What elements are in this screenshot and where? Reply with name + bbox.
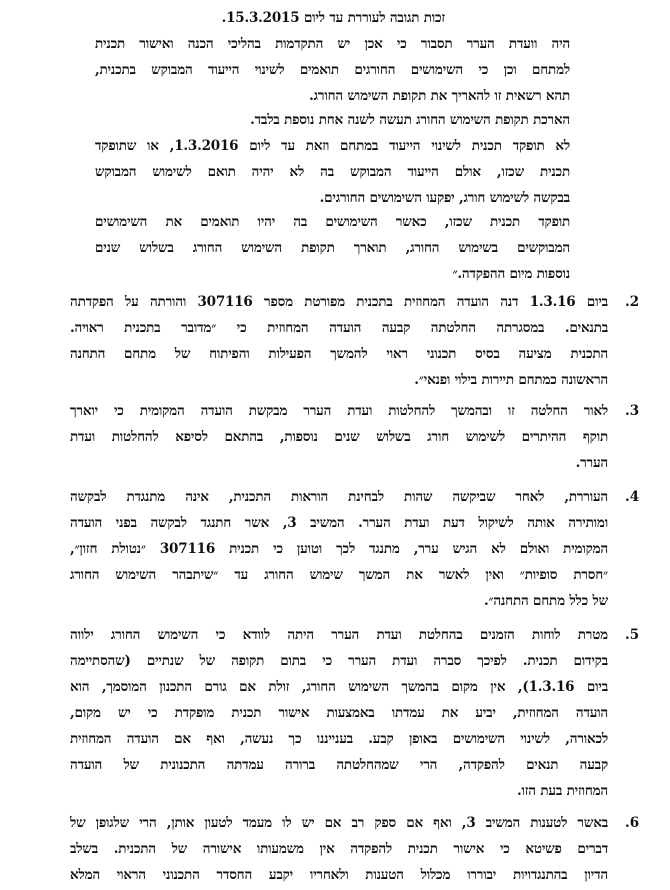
intro-line-1: זכות תגובה לעוררת עד ליום 15.3.2015. xyxy=(221,10,445,26)
intro-line-5: הארכת תקופת השימוש החורג תעשה לשנה אחת נוספת בלבד. xyxy=(250,112,570,128)
paragraph-5-line-1: מטרת לוחות הזמנים בהחלטת ועדת הערר היתה לוודא כי השימוש החורג ילווה xyxy=(70,627,608,643)
paragraph-2-line-3: התכנית מציעה בסיס תכנוני ראוי להמשך הפעילות והפיתוח של מתחם התחנה xyxy=(70,346,608,362)
paragraph-5-line-6: קבעה תנאים להפקדה, הרי שמהחלטתה ברורה עמדתה התכנונית של הועדה xyxy=(70,757,608,773)
intro-line-7: תכנית שכזו, אולם הייעוד המבוקש בה לא יהיה תואם לשימוש המבוקש xyxy=(95,164,570,180)
intro-line-11: נוספות מיום ההפקדה.״ xyxy=(452,266,570,282)
intro-line-8: בבקשה לשימוש חורג, יפקעו השימושים החורגים. xyxy=(319,190,570,206)
paragraph-2-line-4: הראשונה כמתחם תיירות בילוי ופנאי״. xyxy=(414,372,608,388)
intro-line-6: לא תופקד תכנית לשינוי הייעוד במתחם וזאת עד ליום 1.3.2016, או שתופקד xyxy=(95,138,570,154)
paragraph-3-number: .3 xyxy=(625,403,640,419)
paragraph-4-line-2: ומותירה אותה לשיקול דעת ועדת הערר. המשיב 3, אשר חתנגד לבקשה בפני הועדה xyxy=(70,515,608,531)
intro-line-9: תופקד תכנית שכזו, כאשר השימושים בה יהיו תואמים את השימושים xyxy=(95,214,570,230)
paragraph-5-line-3: ביום 1.3.16), אין מקום בהמשך השימוש החורג, זולת אם גורם התכנון המוסמך, הוא xyxy=(70,679,609,695)
intro-line-3: למתחם וכן כי השימושים החורגים תואמים לשינוי הייעוד המבוקש בתכנית, xyxy=(95,62,570,78)
paragraph-4-line-4: ״חסרת סופיות״ ואין לאשר את המשך שימוש החורג עד ״שיתבהר השימוש החורג xyxy=(70,567,608,583)
paragraph-6-number: .6 xyxy=(625,815,640,831)
paragraph-2-line-2: בתנאים. במסגרתה החלטתה קבעה הועדה המחוזית כי ״מדובר בתכנית ראויה. xyxy=(70,320,608,336)
paragraph-6-line-1: באשר לטענות המשיב 3, ואף אם ספק רב אם יש לו מעמד לטעון אותן, הרי שלגופן של xyxy=(70,815,608,831)
paragraph-5-line-7: המחוזית בעת הזו. xyxy=(516,783,608,799)
paragraph-3-line-2: תוקף ההיתרים לשימוש חורג בשלוש שנים נוספות, בהתאם לסיפא להחלטות ועדת xyxy=(70,429,608,445)
paragraph-3-line-3: הערר. xyxy=(575,455,608,471)
paragraph-2-line-1: ביום 1.3.16 דנה הועדה המחוזית בתכנית מפורטת מספר 307116 והורתה על הפקדתה xyxy=(70,294,608,310)
paragraph-4-number: .4 xyxy=(625,489,640,505)
paragraph-4-line-3: המקומית ואולם לא הגיש ערר, מתנגד לכך וטוען כי תכנית 307116 ״נטולת חזון״, xyxy=(70,541,608,557)
paragraph-4-line-1: העוררת, לאחר שביקשה שהות לבחינת הוראות התכנית, אינה מתנגדת לבקשה xyxy=(70,489,608,505)
paragraph-4-line-5: של כלל מתחם התחנה״. xyxy=(483,593,608,609)
intro-line-4: תהא רשאית זו להאריך את תקופת השימוש החורג. xyxy=(309,88,570,104)
paragraph-2-number: .2 xyxy=(625,294,640,310)
paragraph-5-line-5: לכאורה, לשינוי השימושים באופן קבע. בענייננו כך נעשה, ואף אם הועדה המחוזית xyxy=(70,731,608,747)
paragraph-6-line-3: הדיון בהתנגדויות יבוררו מכלול הטענות ולאחריו יקבע החסדר התכנוני הראוי המלא xyxy=(70,867,608,883)
intro-line-10: המבוקשים בשימוש החורג, תוארך תקופת השימוש החורג בשלוש שנים xyxy=(95,240,570,256)
paragraph-5-line-4: הועדה המחוזית, יביע את עמדתו באמצעות אישור תכנית מופקדת כי יש מקום, xyxy=(70,705,608,721)
paragraph-5-line-2: בקידום תכנית. לפיכך סברה ועדת הערר כי בתום תקופה של שנתיים (שהסתיימה xyxy=(70,653,608,669)
paragraph-6-line-2: דברים פשיטא כי אישור תכנית להפקדה אין משמעותו אישורה של התכנית. בשלב xyxy=(70,841,608,857)
paragraph-3-line-1: לאור החלטה זו ובהמשך להחלטות ועדת הערר מבקשת הועדה המקומית כי יוארך xyxy=(70,403,608,419)
intro-line-2: היה וועדת הערר תסבור כי אכן יש התקדמות בהליכי הכנה ואישור תכנית xyxy=(95,36,570,52)
paragraph-5-number: .5 xyxy=(625,627,640,643)
